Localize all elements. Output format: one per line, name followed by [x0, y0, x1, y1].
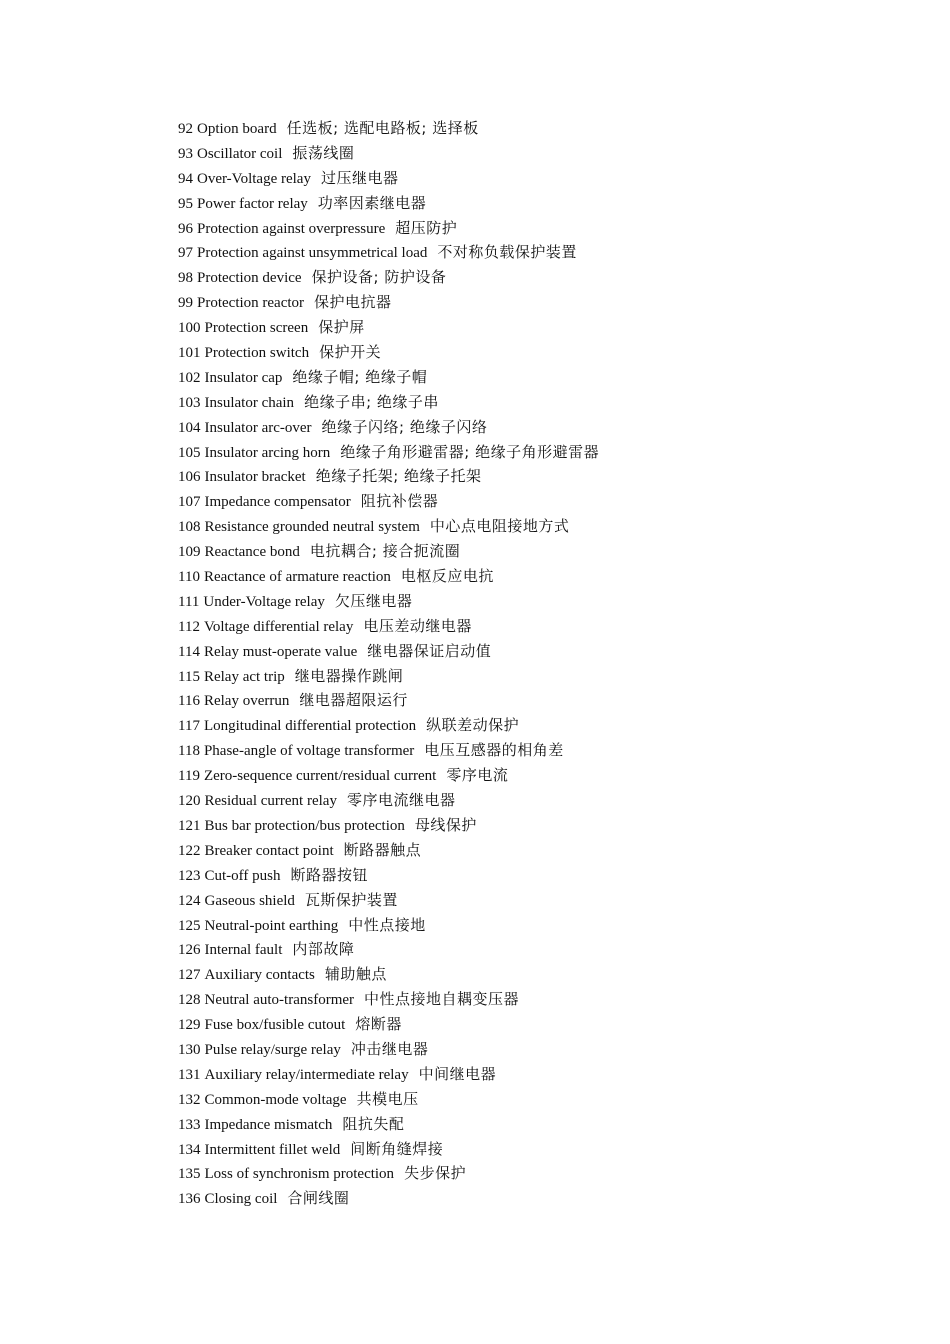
entry-chinese-term: 断路器按钮 [290, 865, 368, 884]
entry-number: 108 [178, 519, 201, 536]
entry-number: 131 [178, 1066, 201, 1083]
entry-number: 103 [178, 394, 201, 411]
entry-chinese-term: 内部故障 [292, 940, 355, 959]
entry-chinese-term: 母线保护 [414, 815, 477, 834]
entry-chinese-term: 冲击继电器 [350, 1039, 429, 1058]
glossary-entry [178, 1062, 898, 1087]
glossary-entry [178, 390, 898, 415]
entry-number: 122 [178, 842, 201, 859]
entry-chinese-term: 欠压继电器 [334, 591, 413, 610]
entry-chinese-term: 失步保护 [404, 1164, 467, 1183]
entry-english-term: Zero-sequence current/residual current [203, 768, 437, 785]
entry-english-term: Breaker contact point [204, 842, 334, 859]
entry-english-term: Protection screen [204, 320, 309, 337]
entry-chinese-term: 不对称负载保护装置 [437, 243, 577, 262]
glossary-entry [178, 564, 898, 589]
entry-english-term: Auxiliary contacts [204, 967, 315, 984]
entry-number: 112 [178, 618, 200, 635]
entry-chinese-term: 绝缘子闪络; 绝缘子闪络 [321, 417, 488, 436]
glossary-entry [178, 464, 898, 489]
glossary-entry [178, 838, 898, 863]
glossary-entry [178, 539, 898, 564]
entry-number: 119 [178, 768, 200, 785]
entry-number: 136 [178, 1191, 201, 1208]
glossary-entry [178, 365, 898, 390]
entry-chinese-term: 振荡线圈 [292, 143, 355, 162]
entry-english-term: Loss of synchronism protection [204, 1166, 395, 1183]
entry-number: 117 [178, 718, 200, 735]
entry-chinese-term: 纵联差动保护 [426, 716, 520, 735]
entry-chinese-term: 绝缘子帽; 绝缘子帽 [292, 367, 428, 386]
entry-number: 92 [178, 121, 193, 137]
entry-number: 120 [178, 793, 201, 810]
entry-number: 110 [178, 569, 200, 586]
glossary-entry [178, 664, 898, 689]
entry-chinese-term: 合闸线圈 [287, 1189, 350, 1208]
entry-number: 102 [178, 369, 201, 386]
entry-chinese-term: 中性点接地自耦变压器 [364, 990, 520, 1009]
glossary-entry [178, 315, 898, 340]
entry-english-term: Insulator chain [204, 394, 295, 411]
entry-number: 126 [178, 942, 201, 959]
entry-number: 118 [178, 743, 200, 760]
glossary-entry [178, 265, 898, 290]
entry-number: 93 [178, 145, 193, 162]
entry-english-term: Auxiliary relay/intermediate relay [204, 1066, 409, 1083]
entry-number: 133 [178, 1116, 201, 1133]
entry-number: 125 [178, 917, 201, 934]
entry-chinese-term: 保护开关 [319, 343, 382, 362]
entry-chinese-term: 电压差动继电器 [363, 616, 472, 635]
glossary-entry [178, 738, 898, 763]
entry-chinese-term: 超压防护 [395, 218, 458, 237]
glossary-entry [178, 141, 898, 166]
entry-english-term: Protection device [197, 270, 302, 287]
entry-english-term: Power factor relay [197, 195, 308, 212]
entry-english-term: Insulator bracket [204, 469, 306, 486]
entry-chinese-term: 阻抗补偿器 [360, 492, 439, 511]
entry-number: 95 [178, 195, 193, 212]
entry-english-term: Relay overrun [203, 693, 290, 710]
entry-english-term: Impedance mismatch [204, 1116, 333, 1133]
entry-chinese-term: 中心点电阻接地方式 [429, 517, 570, 536]
glossary-entry [178, 888, 898, 913]
entry-chinese-term: 阻抗失配 [342, 1114, 405, 1133]
entry-number: 94 [178, 170, 193, 187]
glossary-entry [178, 216, 898, 241]
glossary-entry [178, 913, 898, 938]
entry-english-term: Oscillator coil [197, 145, 283, 162]
entry-english-term: Protection switch [204, 345, 310, 362]
glossary-entry [178, 1186, 898, 1211]
entry-chinese-term: 瓦斯保护装置 [304, 890, 398, 909]
entry-english-term: Relay must-operate value [203, 643, 358, 660]
entry-chinese-term: 绝缘子角形避雷器; 绝缘子角形避雷器 [340, 442, 600, 461]
glossary-entry [178, 937, 898, 962]
entry-english-term: Protection against unsymmetrical load [197, 245, 428, 262]
entry-english-term: Insulator arcing horn [204, 444, 331, 461]
entry-english-term: Impedance compensator [204, 494, 351, 511]
entry-number: 127 [178, 967, 201, 984]
entry-english-term: Intermittent fillet weld [204, 1141, 341, 1158]
entry-number: 134 [178, 1141, 201, 1158]
glossary-entry [178, 1012, 898, 1037]
glossary-entry [178, 514, 898, 539]
entry-english-term: Relay act trip [203, 668, 285, 685]
entry-english-term: Pulse relay/surge relay [204, 1041, 341, 1058]
entry-english-term: Voltage differential relay [203, 618, 354, 635]
glossary-entry [178, 1037, 898, 1062]
entry-number: 129 [178, 1017, 201, 1034]
glossary-entry [178, 962, 898, 987]
entry-chinese-term: 中性点接地 [348, 915, 426, 934]
entry-chinese-term: 继电器操作跳闸 [294, 666, 404, 685]
entry-chinese-term: 继电器超限运行 [299, 691, 408, 710]
entry-chinese-term: 电压互感器的相角差 [424, 741, 564, 760]
glossary-list [178, 116, 898, 1211]
entry-number: 104 [178, 419, 201, 436]
entry-english-term: Neutral-point earthing [204, 917, 339, 934]
entry-number: 121 [178, 817, 201, 834]
entry-chinese-term: 零序电流继电器 [346, 791, 456, 810]
entry-number: 135 [178, 1166, 201, 1183]
entry-chinese-term: 保护设备; 防护设备 [311, 268, 447, 287]
glossary-entry [178, 614, 898, 639]
entry-number: 123 [178, 867, 201, 884]
glossary-entry [178, 788, 898, 813]
entry-number: 100 [178, 320, 201, 337]
glossary-entry [178, 340, 898, 365]
entry-number: 114 [178, 643, 200, 660]
entry-english-term: Insulator cap [204, 369, 283, 386]
glossary-entry [178, 589, 898, 614]
entry-english-term: Protection reactor [197, 295, 305, 312]
entry-number: 101 [178, 345, 201, 362]
entry-english-term: Reactance of armature reaction [203, 569, 391, 586]
glossary-entry [178, 1161, 898, 1186]
entry-number: 107 [178, 494, 201, 511]
entry-english-term: Longitudinal differential protection [203, 718, 417, 735]
entry-english-term: Phase-angle of voltage transformer [203, 743, 415, 760]
entry-chinese-term: 绝缘子串; 绝缘子串 [304, 392, 439, 411]
glossary-entry [178, 713, 898, 738]
entry-chinese-term: 绝缘子托架; 绝缘子托架 [315, 467, 482, 486]
entry-chinese-term: 断路器触点 [343, 840, 422, 859]
entry-number: 106 [178, 469, 201, 486]
glossary-entry [178, 863, 898, 888]
glossary-entry [178, 813, 898, 838]
entry-english-term: Gaseous shield [204, 892, 295, 909]
entry-english-term: Insulator arc-over [204, 419, 312, 436]
glossary-entry [178, 116, 898, 141]
entry-chinese-term: 保护电抗器 [314, 293, 392, 312]
glossary-entry [178, 1087, 898, 1112]
entry-number: 128 [178, 992, 201, 1009]
entry-english-term: Closing coil [204, 1191, 278, 1208]
entry-english-term: Option board [197, 121, 277, 137]
entry-number: 124 [178, 892, 201, 909]
entry-number: 105 [178, 444, 201, 461]
glossary-entry [178, 290, 898, 315]
entry-chinese-term: 任选板; 选配电路板; 选择板 [286, 119, 479, 137]
entry-chinese-term: 过压继电器 [320, 168, 399, 187]
glossary-entry [178, 415, 898, 440]
entry-english-term: Reactance bond [204, 544, 300, 561]
glossary-entry [178, 1112, 898, 1137]
entry-english-term: Under-Voltage relay [203, 593, 325, 610]
entry-number: 115 [178, 668, 200, 685]
entry-number: 99 [178, 295, 193, 312]
entry-english-term: Bus bar protection/bus protection [204, 817, 405, 834]
entry-english-term: Cut-off push [204, 867, 281, 884]
glossary-entry [178, 688, 898, 713]
glossary-entry [178, 987, 898, 1012]
entry-number: 97 [178, 245, 193, 262]
entry-number: 98 [178, 270, 193, 287]
entry-chinese-term: 零序电流 [446, 766, 509, 785]
entry-english-term: Residual current relay [204, 793, 337, 810]
entry-chinese-term: 保护屏 [318, 318, 365, 337]
glossary-entry [178, 1137, 898, 1162]
entry-chinese-term: 继电器保证启动值 [367, 641, 492, 660]
entry-chinese-term: 辅助触点 [324, 965, 387, 984]
entry-english-term: Common-mode voltage [204, 1091, 347, 1108]
entry-chinese-term: 电枢反应电抗 [400, 567, 494, 586]
entry-english-term: Internal fault [204, 942, 283, 959]
entry-chinese-term: 功率因素继电器 [317, 193, 427, 212]
entry-english-term: Protection against overpressure [197, 220, 386, 237]
glossary-entry [178, 440, 898, 465]
entry-chinese-term: 间断角缝焊接 [350, 1139, 444, 1158]
entry-english-term: Fuse box/fusible cutout [204, 1017, 346, 1034]
entry-number: 109 [178, 544, 201, 561]
entry-chinese-term: 电抗耦合; 接合扼流圈 [309, 542, 461, 561]
entry-english-term: Neutral auto-transformer [204, 992, 355, 1009]
glossary-entry [178, 166, 898, 191]
glossary-entry [178, 191, 898, 216]
glossary-entry [178, 763, 898, 788]
glossary-entry [178, 240, 898, 265]
entry-english-term: Resistance grounded neutral system [204, 519, 420, 536]
entry-number: 130 [178, 1041, 201, 1058]
glossary-entry [178, 489, 898, 514]
entry-number: 111 [178, 593, 200, 610]
glossary-entry [178, 639, 898, 664]
entry-english-term: Over-Voltage relay [197, 170, 311, 187]
entry-chinese-term: 熔断器 [355, 1015, 402, 1034]
entry-chinese-term: 共模电压 [356, 1089, 419, 1108]
entry-number: 96 [178, 220, 193, 237]
entry-number: 132 [178, 1091, 201, 1108]
entry-chinese-term: 中间继电器 [418, 1064, 497, 1083]
entry-number: 116 [178, 693, 200, 710]
